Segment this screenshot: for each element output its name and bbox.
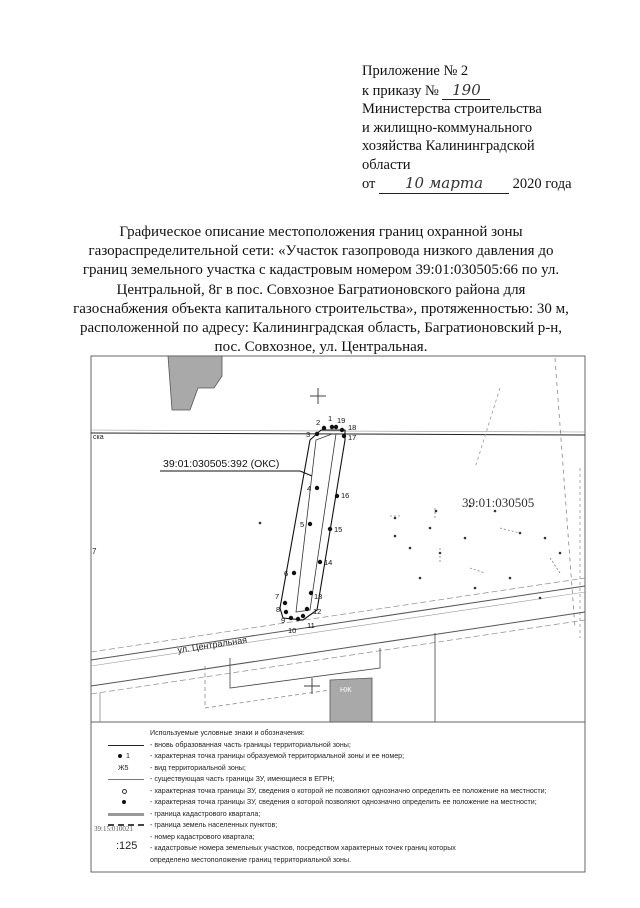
point-label: 11 bbox=[307, 621, 315, 630]
point-3 bbox=[315, 432, 319, 436]
edge-label: 7 bbox=[92, 547, 97, 556]
order-line bbox=[362, 81, 632, 101]
point-7 bbox=[283, 601, 287, 605]
legend-item: Ж5 - вид территориальной зоны; bbox=[118, 763, 246, 772]
point-label: 13 bbox=[314, 592, 323, 601]
legend-item: - характерная точка границы ЗУ, сведения о которой не позволяют однозначно определить ее положение на местности; bbox=[104, 786, 624, 798]
survey-ticks bbox=[390, 508, 560, 573]
date-year: 2020 года bbox=[512, 176, 572, 192]
legend-item: - граница земель населенных пунктов; bbox=[104, 820, 624, 832]
title-line: газораспределительной сети: «Участок газопровода низкого давления до bbox=[88, 243, 554, 260]
point-label: 2 bbox=[316, 418, 321, 427]
point-5 bbox=[308, 522, 312, 526]
point-label: 17 bbox=[348, 433, 357, 442]
ministry-line-1: Министерства строительства bbox=[362, 101, 542, 117]
point-9 bbox=[289, 616, 293, 620]
legend-item: - номер кадастрового квартала; bbox=[150, 832, 255, 841]
title-line: газоснабжения объекта капитального строительства», протяженностью: 30 м, bbox=[73, 300, 569, 317]
title-line: границ земельного участка с кадастровым номером 39:01:030505:66 по ул. bbox=[82, 262, 560, 279]
legend-item: - характерная точка границы ЗУ, сведения о которой позволяют однозначно определить ее положение на местности; bbox=[104, 797, 624, 809]
point-label: 19 bbox=[337, 416, 346, 425]
street-edge-top bbox=[91, 578, 585, 652]
title-line: Графическое описание местоположения границ охранной зоны bbox=[119, 224, 523, 240]
point-label: 1 bbox=[328, 414, 333, 423]
point-6 bbox=[292, 571, 296, 575]
point-label: 16 bbox=[341, 491, 350, 500]
point-10 bbox=[296, 617, 300, 621]
point-label: 10 bbox=[288, 626, 297, 635]
edge-label: ска bbox=[93, 434, 104, 441]
order-number: 190 bbox=[442, 81, 490, 101]
point-14 bbox=[318, 560, 322, 564]
point-4 bbox=[315, 486, 319, 490]
point-1 bbox=[330, 425, 334, 429]
point-17 bbox=[342, 434, 346, 438]
map-legend bbox=[104, 728, 624, 866]
building-label: НЖ bbox=[340, 687, 352, 694]
appendix-header bbox=[362, 62, 632, 194]
legend-item: - существующая часть границы ЗУ, имеющиеся в ЕГРН; bbox=[104, 774, 624, 786]
point-label: 5 bbox=[300, 520, 305, 529]
point-11 bbox=[301, 614, 305, 618]
point-2 bbox=[322, 426, 326, 430]
legend-item: - граница кадастрового квартала; bbox=[104, 809, 624, 821]
oks-leader bbox=[300, 471, 312, 476]
legend-item: 1 - характерная точка границы образуемой территориальной зоны и ее номер; bbox=[104, 751, 624, 763]
quarter-number-example: 39:15:010021 bbox=[94, 825, 133, 833]
quarter-label: 39:01:030505 bbox=[462, 495, 535, 510]
legend-heading: Используемые условные знаки и обозначения: bbox=[150, 729, 305, 737]
point-label: 4 bbox=[307, 484, 312, 493]
point-label: 12 bbox=[313, 607, 322, 616]
point-label: 14 bbox=[324, 558, 333, 567]
date-handwritten: 10 марта bbox=[379, 174, 509, 194]
title-line: расположенной по адресу: Калининградская область, Багратионовский р-н, bbox=[79, 320, 563, 337]
point-label: 18 bbox=[348, 423, 357, 432]
point-13 bbox=[309, 591, 313, 595]
oks-label: 39:01:030505:392 (ОКС) bbox=[163, 458, 280, 470]
point-label: 15 bbox=[334, 525, 343, 534]
building-nzh bbox=[330, 678, 372, 722]
point-19 bbox=[334, 425, 338, 429]
point-8 bbox=[284, 610, 288, 614]
crosshair-marker bbox=[310, 388, 326, 404]
upper-boundary bbox=[91, 433, 585, 435]
ministry-line-2: и жилищно-коммунального bbox=[362, 119, 533, 136]
point-18 bbox=[340, 428, 344, 432]
point-label: 3 bbox=[306, 430, 311, 439]
building-top bbox=[168, 356, 222, 410]
point-label: 9 bbox=[281, 616, 286, 625]
survey-markers bbox=[259, 505, 562, 600]
legend-item: :125 - кадастровые номера земельных участков, посредством характерных точек границ которых bbox=[116, 840, 456, 852]
legend-item: определено местоположение границ территориальной зоны. bbox=[150, 855, 352, 864]
street-label: ул. Центральная bbox=[176, 634, 248, 655]
point-16 bbox=[335, 494, 339, 498]
appendix-number: Приложение № 2 bbox=[362, 63, 469, 79]
date-prefix: от bbox=[362, 176, 376, 192]
title-line: пос. Совхозное, ул. Центральная. bbox=[214, 339, 428, 356]
point-label: 6 bbox=[284, 569, 289, 578]
ministry-line-3: хозяйства Калининградской bbox=[362, 138, 535, 154]
document-title bbox=[60, 223, 582, 357]
title-line: Центральной, 8г в пос. Совхозное Багратионовского района для bbox=[116, 281, 526, 298]
point-label: 8 bbox=[276, 605, 281, 614]
order-prefix: к приказу № bbox=[362, 82, 439, 99]
legend-item: - вновь образованная часть границы территориальной зоны; bbox=[104, 740, 624, 752]
point-12 bbox=[305, 607, 309, 611]
date-line bbox=[362, 174, 632, 194]
point-15 bbox=[328, 527, 332, 531]
point-label: 7 bbox=[275, 592, 280, 601]
street-edge-thin bbox=[91, 592, 585, 666]
right-dashed-line bbox=[475, 388, 500, 468]
lower-dashed-boundary bbox=[205, 666, 330, 708]
ministry-line-4: области bbox=[362, 156, 411, 173]
